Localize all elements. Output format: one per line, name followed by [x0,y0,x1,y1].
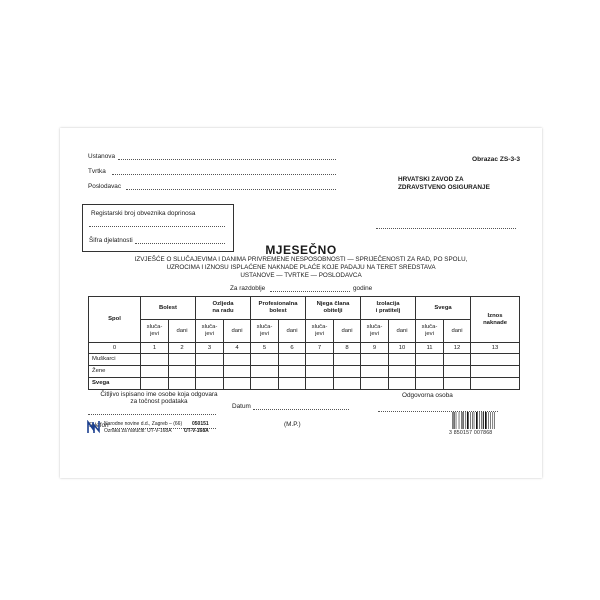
table-cell[interactable] [361,354,389,366]
report-title: MJESEČNO [265,243,337,257]
table-cell[interactable] [389,378,416,390]
header-group-line1: Izolacija [376,301,400,308]
table-cell[interactable] [471,366,520,378]
legible-name-field[interactable] [88,414,216,415]
form-sheet [60,128,542,478]
header-group-line2: bolest [269,308,287,314]
column-number: 3 [196,343,224,354]
table-cell[interactable] [169,366,196,378]
legible-name-label-line1: Čitljivo ispisano ime osobe koja odgovara [100,391,218,398]
column-number: 8 [334,343,361,354]
header-spol: Spol [89,297,141,343]
table-cell[interactable] [306,354,334,366]
report-subtitle-line3: USTANOVE — TVRTKE — POSLODAVCA [240,272,362,279]
table-cell[interactable] [224,378,251,390]
publisher-order-code: UT-V-168A [184,428,209,434]
table-cell[interactable] [306,366,334,378]
column-number: 13 [471,343,520,354]
registration-label: Registarski broj obveznika doprinosa [91,210,196,217]
subheader-days: dani [169,320,196,343]
publisher-code: 050151 [192,421,209,427]
row-label-muskarci: Muškarci [89,354,141,366]
column-number: 9 [361,343,389,354]
column-number: 1 [141,343,169,354]
subheader-days: dani [334,320,361,343]
column-number: 11 [416,343,444,354]
table-cell[interactable] [444,366,471,378]
agency-field[interactable] [376,228,516,229]
header-group-line1: Bolest [159,304,178,311]
header-group-line2: obitelji [323,308,343,314]
table-cell[interactable] [306,378,334,390]
row-label-zene: Žene [89,366,141,378]
table-cell[interactable] [279,354,306,366]
column-number: 2 [169,343,196,354]
table-row [89,366,520,378]
year-label: godine [353,285,373,292]
agency-name-line1: HRVATSKI ZAVOD ZA [398,176,464,183]
subheader-row [89,320,520,343]
publisher-logo-icon [87,420,101,434]
subheader-days: dani [224,320,251,343]
subheader-cases-line2: jevi [370,331,379,337]
header-iznos-line1: Iznos [487,312,503,319]
subheader-cases-line2: jevi [205,331,214,337]
subheader-cases-line1: sluča- [201,324,218,331]
registration-field[interactable] [89,226,225,227]
poslodavac-label: Poslodavac [88,183,122,190]
subheader-cases-line1: sluča- [311,324,328,331]
table-cell[interactable] [141,354,169,366]
header-group-njega [306,297,361,320]
header-group-bolest [141,297,196,320]
table-cell[interactable] [251,354,279,366]
datum-label: Datum [232,403,251,410]
table-cell[interactable] [444,378,471,390]
table-cell[interactable] [334,366,361,378]
subheader-cases [141,320,169,343]
header-group-line2: na radu [212,308,234,314]
table-cell[interactable] [361,378,389,390]
header-iznos [471,297,520,343]
subheader-cases [416,320,444,343]
report-subtitle-line2: UZROCIMA I IZNOSU ISPLAĆENE NAKNADE PLAĆE KOJE PADAJU NA TERET SREDSTAVA [166,264,436,271]
report-subtitle-line1: IZVJEŠĆE O SLUČAJEVIMA I DANIMA PRIVREMENE NESPOSOBNOSTI — SPRIJEČENOSTI ZA RAD, PO SPOLU, [134,256,468,263]
table-cell[interactable] [141,378,169,390]
column-number: 0 [89,343,141,354]
table-cell[interactable] [471,354,520,366]
header-group-ozljeda [196,297,251,320]
table-cell[interactable] [279,366,306,378]
poslodavac-field[interactable] [126,189,336,190]
subheader-cases [361,320,389,343]
subheader-cases-line2: jevi [260,331,269,337]
barcode-icon [452,412,514,429]
table-cell[interactable] [389,354,416,366]
column-number: 12 [444,343,471,354]
table-cell[interactable] [279,378,306,390]
table-cell[interactable] [471,378,520,390]
period-field[interactable] [270,291,350,292]
subheader-cases-line1: sluča- [256,324,273,331]
header-group-line1: Profesionalna [258,301,298,308]
header-iznos-line2: naknade [483,319,507,326]
table-cell[interactable] [141,366,169,378]
column-number-row [89,343,520,354]
table-cell[interactable] [224,366,251,378]
tvrtka-label: Tvrtka [88,168,106,175]
responsible-person-label: Odgovorna osoba [402,392,453,399]
datum-field[interactable] [253,409,349,410]
agency-name-line2: ZDRAVSTVENO OSIGURANJE [398,184,490,191]
subheader-days: dani [444,320,471,343]
stamp-placeholder: (M.P.) [284,421,301,428]
header-group-svega [416,297,471,320]
table-row [89,378,520,390]
row-label-svega: Svega [89,378,141,390]
header-group-line2: i pratitelj [375,308,401,314]
period-label: Za razdoblje [230,285,266,292]
column-number: 7 [306,343,334,354]
subheader-days: dani [389,320,416,343]
table-cell[interactable] [251,378,279,390]
ustanova-label: Ustanova [88,153,115,160]
subheader-cases [196,320,224,343]
subheader-cases-line2: jevi [315,331,324,337]
subheader-cases-line2: jevi [425,331,434,337]
table-cell[interactable] [416,354,444,366]
telefon-label: Telefon [88,422,109,429]
column-number: 4 [224,343,251,354]
table-cell[interactable] [389,366,416,378]
tvrtka-field[interactable] [112,174,336,175]
activity-code-label: Šifra djelatnosti [89,237,133,244]
header-group-line1: Svega [434,304,452,311]
subheader-days: dani [279,320,306,343]
barcode-number: 3 850157 007868 [449,430,493,436]
ustanova-field[interactable] [118,159,336,160]
header-group-izolacija [361,297,416,320]
table-cell[interactable] [361,366,389,378]
table-cell[interactable] [444,354,471,366]
table-cell[interactable] [196,366,224,378]
publisher-line2: Ozraka za naručiti: UT-V-168A [104,428,172,434]
table-cell[interactable] [251,366,279,378]
table-cell[interactable] [334,354,361,366]
subheader-cases-line1: sluča- [146,324,163,331]
table-cell[interactable] [169,354,196,366]
column-number: 10 [389,343,416,354]
table-cell[interactable] [196,378,224,390]
table-cell[interactable] [334,378,361,390]
table-row [89,354,520,366]
column-number: 5 [251,343,279,354]
table-cell[interactable] [196,354,224,366]
subheader-cases [251,320,279,343]
header-group-line1: Ozljeda [212,301,234,308]
table-cell[interactable] [416,378,444,390]
table-cell[interactable] [416,366,444,378]
legible-name-label-line2: za točnost podataka [130,398,188,405]
header-group-line1: Njega člana [316,301,350,308]
subheader-cases-line1: sluča- [366,324,383,331]
table-cell[interactable] [224,354,251,366]
table-cell[interactable] [169,378,196,390]
subheader-cases-line1: sluča- [421,324,438,331]
form-code: Obrazac ZS-3-3 [472,156,521,163]
header-group-profesionalna [251,297,306,320]
column-number: 6 [279,343,306,354]
subheader-cases [306,320,334,343]
statistics-table [88,296,520,390]
publisher-line1: Narodne novine d.d., Zagreb – (66) [104,421,183,427]
subheader-cases-line2: jevi [150,331,159,337]
